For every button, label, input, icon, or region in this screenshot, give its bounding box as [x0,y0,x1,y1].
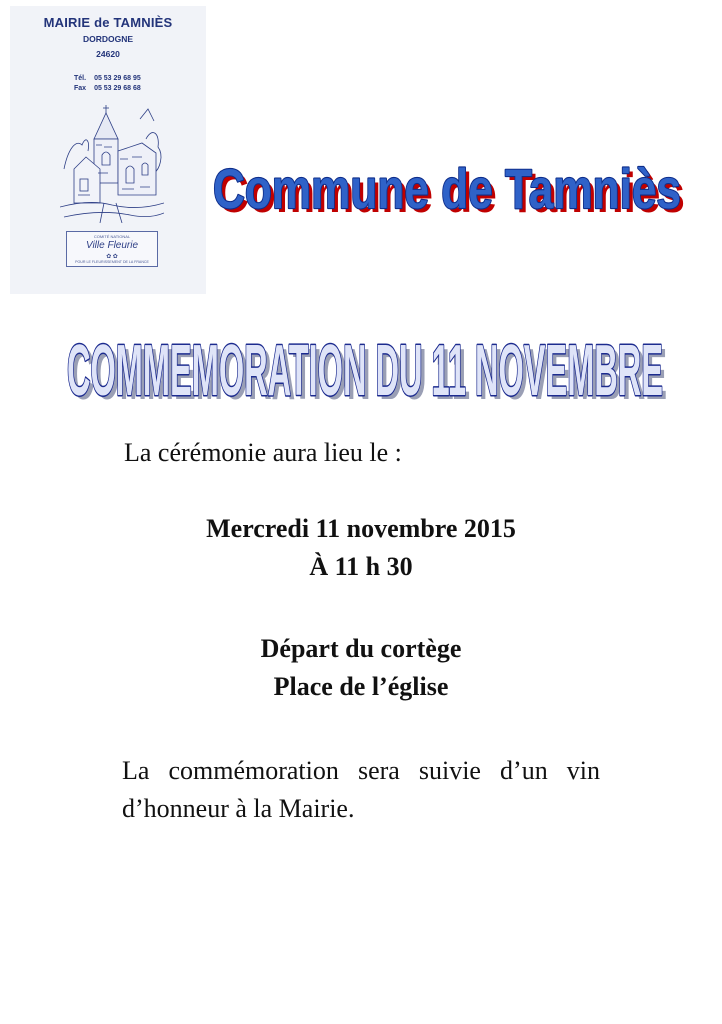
church-illustration [60,99,164,223]
badge-committee-text: COMITÉ NATIONAL [93,234,131,239]
fax-label: Fax [74,85,87,92]
headline-shadow: Commune de Tamniès [217,161,685,224]
badge-motto-text: POUR LE FLEURISSEMENT DE LA FRANCE [75,260,149,264]
letterhead [10,6,206,294]
procession-departure: Départ du cortège [260,634,462,663]
banner-shadow: COMMEMORATION DU 11 NOVEMBRE [71,335,667,412]
closing-paragraph: La commémoration sera suivie d’un vin d’honneur à la Mairie. [122,756,600,823]
telephone-label: Tél. [74,75,87,82]
banner-text: COMMEMORATION DU 11 NOVEMBRE [67,331,663,411]
headline-text: Commune de Tamniès [213,157,681,220]
intro-text: La cérémonie aura lieu le : [124,438,402,467]
ville-fleurie-badge [66,231,158,267]
commemoration-banner [56,320,676,412]
fax-line [74,85,141,92]
departure-place: Place de l’église [273,672,449,701]
mairie-title: MAIRIE de TAMNIÈS [43,15,173,30]
fax-number: 05 53 29 68 68 [94,85,141,92]
badge-label: Ville Fleurie [85,240,139,251]
event-time: À 11 h 30 [309,552,413,581]
postal-code: 24620 [96,49,120,59]
telephone-number: 05 53 29 68 95 [94,75,141,82]
department-name: DORDOGNE [82,34,134,44]
flower-icon: ✿ ✿ [106,254,118,260]
telephone-line [74,75,141,82]
event-date: Mercredi 11 novembre 2015 [206,514,516,543]
commune-headline [204,150,694,226]
